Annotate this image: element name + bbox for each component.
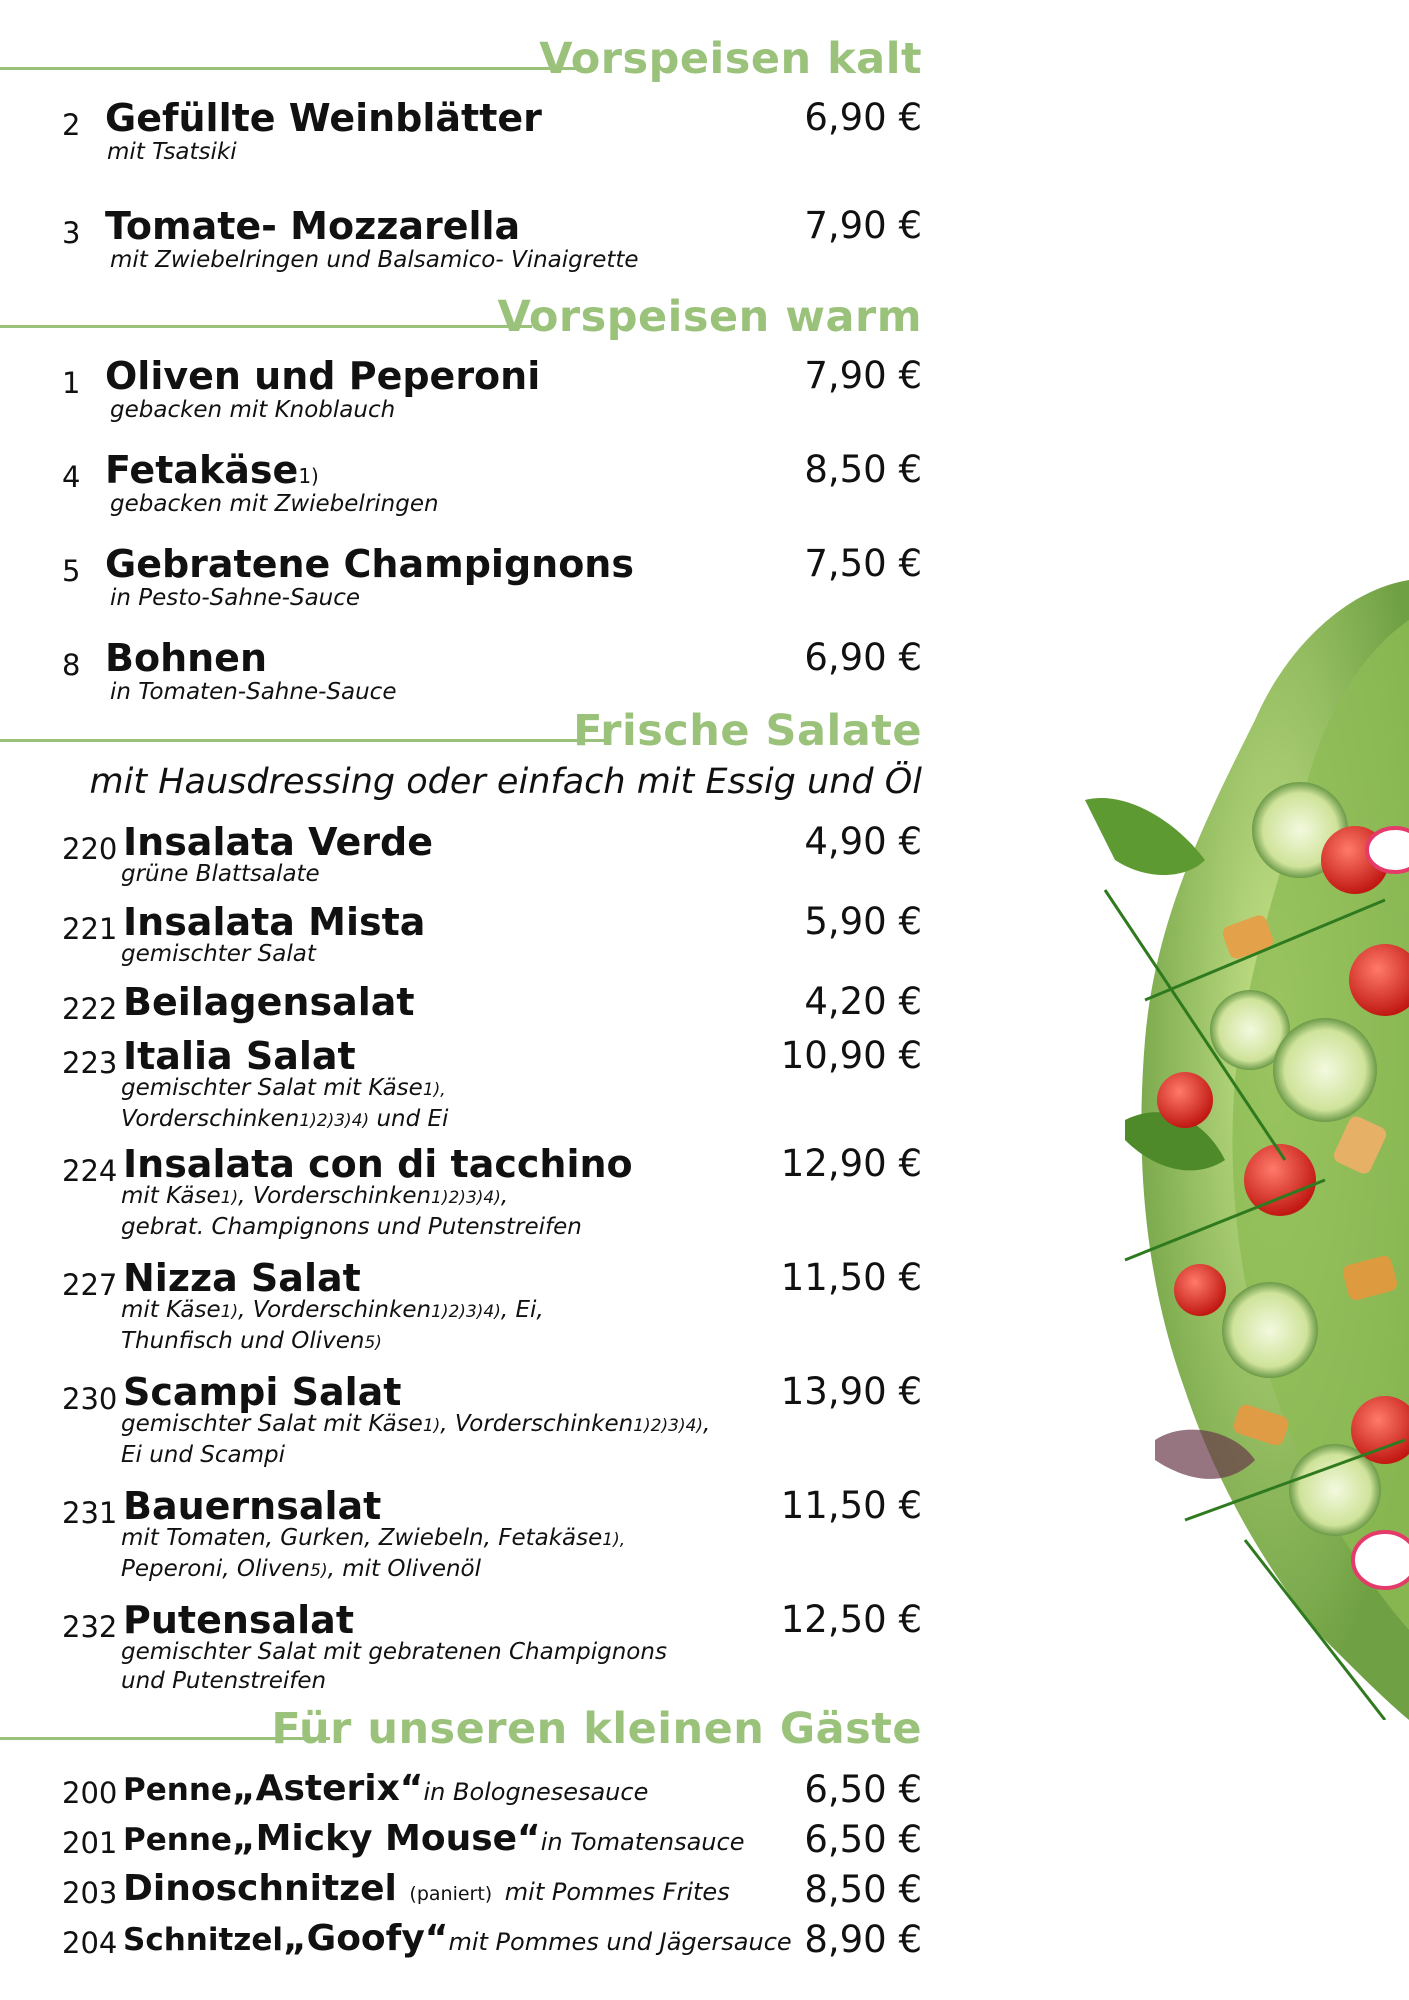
section-subtitle: mit Hausdressing oder einfach mit Essig und Öl (89, 762, 922, 802)
item-number: 8 (62, 648, 81, 682)
allergen-footnote: 1) (220, 1188, 239, 1208)
desc-text: Peperoni, Oliven (121, 1556, 311, 1582)
item-price: 8,50 € (804, 448, 922, 491)
item-name (123, 1868, 730, 1909)
desc-text: , (500, 1183, 509, 1209)
item-name: Putensalat (123, 1598, 354, 1642)
item-number: 227 (62, 1268, 118, 1302)
section-header-vorspeisen-kalt (0, 30, 922, 90)
allergen-footnote: 1)2)3)4) (431, 1188, 501, 1208)
allergen-footnote: 5) (364, 1333, 382, 1353)
item-description (121, 1524, 625, 1586)
desc-text: mit Käse (121, 1183, 221, 1209)
allergen-footnote: 1), (422, 1080, 446, 1100)
allergen-footnote: 5) (310, 1561, 328, 1581)
item-note-small: (paniert) (409, 1883, 493, 1905)
desc-text: Vorderschinken (121, 1106, 300, 1132)
allergen-footnote: 1) (220, 1302, 239, 1322)
item-price: 7,50 € (804, 542, 922, 585)
item-number: 204 (62, 1926, 118, 1960)
item-description (121, 1182, 582, 1242)
item-description (121, 1410, 710, 1470)
item-note: mit Pommes Frites (504, 1878, 730, 1906)
item-price: 8,50 € (804, 1868, 922, 1911)
desc-text: Ei und Scampi (121, 1442, 286, 1468)
item-number: 201 (62, 1826, 118, 1860)
item-name-text: „Goofy“ (282, 1918, 449, 1959)
desc-text: , (703, 1411, 711, 1437)
item-name-prefix: Penne (123, 1772, 232, 1808)
item-note: mit Pommes und Jägersauce (448, 1928, 792, 1956)
item-name-text: Fetakäse (105, 448, 299, 492)
item-price: 12,90 € (780, 1142, 922, 1185)
item-price: 13,90 € (780, 1370, 922, 1413)
item-name: Tomate- Mozzarella (105, 204, 521, 248)
item-number: 232 (62, 1610, 118, 1644)
item-name: Insalata con di tacchino (123, 1142, 633, 1186)
item-price: 4,20 € (804, 980, 922, 1023)
section-title: Vorspeisen warm (497, 292, 922, 342)
item-number: 5 (62, 554, 81, 588)
salad-illustration (1085, 560, 1409, 1720)
item-name: Nizza Salat (123, 1256, 361, 1300)
desc-text: gemischter Salat mit Käse (121, 1411, 423, 1437)
item-price: 7,90 € (804, 204, 922, 247)
item-number: 224 (62, 1154, 118, 1188)
item-number: 231 (62, 1496, 118, 1530)
salad-image (1085, 560, 1409, 1720)
allergen-footnote: 1) (422, 1416, 441, 1436)
item-number: 230 (62, 1382, 118, 1416)
item-price: 7,90 € (804, 354, 922, 397)
item-description (121, 1638, 667, 1696)
section-title: Vorspeisen kalt (539, 34, 922, 84)
desc-text: , Ei, (500, 1297, 544, 1323)
desc-text: und Ei (369, 1106, 449, 1132)
desc-text: mit Tomaten, Gurken, Zwiebeln, Fetakäse (121, 1525, 603, 1551)
item-description: mit Tsatsiki (107, 139, 237, 165)
item-price: 11,50 € (780, 1256, 922, 1299)
item-description: gemischter Salat (121, 941, 316, 967)
item-price: 12,50 € (780, 1598, 922, 1641)
desc-text: und Putenstreifen (121, 1668, 327, 1694)
section-rule (0, 739, 610, 742)
item-note: in Tomatensauce (540, 1828, 745, 1856)
item-name: Bauernsalat (123, 1484, 382, 1528)
item-price: 6,90 € (804, 96, 922, 139)
item-name (105, 448, 319, 492)
item-name: Oliven und Peperoni (105, 354, 541, 398)
item-name: Bohnen (105, 636, 268, 680)
item-name: Gefüllte Weinblätter (105, 96, 542, 140)
item-name: Gebratene Champignons (105, 542, 634, 586)
item-price: 6,50 € (804, 1768, 922, 1811)
item-number: 200 (62, 1776, 118, 1810)
desc-text: , Vorderschinken (238, 1297, 432, 1323)
allergen-footnote: 1) (298, 464, 319, 488)
item-price: 11,50 € (780, 1484, 922, 1527)
item-description: in Pesto-Sahne-Sauce (110, 585, 361, 611)
item-description (121, 1296, 544, 1358)
section-title: Für unseren kleinen Gäste (271, 1704, 922, 1754)
item-name-prefix: Schnitzel (123, 1922, 283, 1958)
desc-text: gebrat. Champignons und Putenstreifen (121, 1214, 582, 1240)
desc-text: , mit Olivenöl (327, 1556, 482, 1582)
section-header-frische-salate (0, 702, 922, 762)
item-description: gebacken mit Knoblauch (110, 397, 396, 423)
item-number: 222 (62, 992, 118, 1026)
item-description: gebacken mit Zwiebelringen (110, 491, 439, 517)
section-rule (0, 325, 532, 328)
item-name: Insalata Mista (123, 900, 426, 944)
desc-text: gemischter Salat mit Käse (121, 1075, 423, 1101)
item-number: 203 (62, 1876, 118, 1910)
item-price: 6,50 € (804, 1818, 922, 1861)
item-name-text: Dinoschnitzel (123, 1868, 397, 1909)
item-price: 6,90 € (804, 636, 922, 679)
item-number: 1 (62, 366, 81, 400)
desc-text: , Vorderschinken (238, 1183, 432, 1209)
item-name: Italia Salat (123, 1034, 356, 1078)
item-description: in Tomaten-Sahne-Sauce (110, 679, 397, 705)
desc-text: mit Käse (121, 1297, 221, 1323)
section-header-kinder (0, 1700, 922, 1760)
section-rule (0, 67, 580, 70)
item-price: 5,90 € (804, 900, 922, 943)
section-title: Frische Salate (573, 706, 922, 756)
item-name: Scampi Salat (123, 1370, 402, 1414)
item-name (123, 1768, 648, 1809)
desc-text: gemischter Salat mit gebratenen Champignons (121, 1639, 667, 1665)
item-number: 220 (62, 832, 118, 866)
item-number: 223 (62, 1046, 118, 1080)
allergen-footnote: 1), (602, 1530, 626, 1550)
item-number: 4 (62, 460, 81, 494)
item-name-text: „Asterix“ (231, 1768, 424, 1809)
desc-text: , Vorderschinken (440, 1411, 634, 1437)
allergen-footnote: 1)2)3)4) (633, 1416, 704, 1436)
item-number: 2 (62, 108, 81, 142)
item-number: 221 (62, 912, 118, 946)
item-price: 8,90 € (804, 1918, 922, 1961)
item-name: Beilagensalat (123, 980, 415, 1024)
item-description: grüne Blattsalate (121, 861, 320, 887)
item-name: Insalata Verde (123, 820, 433, 864)
desc-text: Thunfisch und Oliven (121, 1328, 365, 1354)
item-description: mit Zwiebelringen und Balsamico- Vinaigrette (110, 247, 639, 273)
item-name (123, 1918, 792, 1959)
item-name-text: „Micky Mouse“ (231, 1818, 541, 1859)
section-header-vorspeisen-warm (0, 288, 922, 348)
allergen-footnote: 1)2)3)4) (431, 1302, 501, 1322)
item-price: 10,90 € (780, 1034, 922, 1077)
item-number: 3 (62, 216, 81, 250)
item-name-prefix: Penne (123, 1822, 232, 1858)
item-name (123, 1818, 744, 1859)
item-note: in Bolognesesauce (423, 1778, 649, 1806)
item-description (121, 1074, 448, 1136)
item-price: 4,90 € (804, 820, 922, 863)
allergen-footnote: 1)2)3)4) (299, 1111, 370, 1131)
